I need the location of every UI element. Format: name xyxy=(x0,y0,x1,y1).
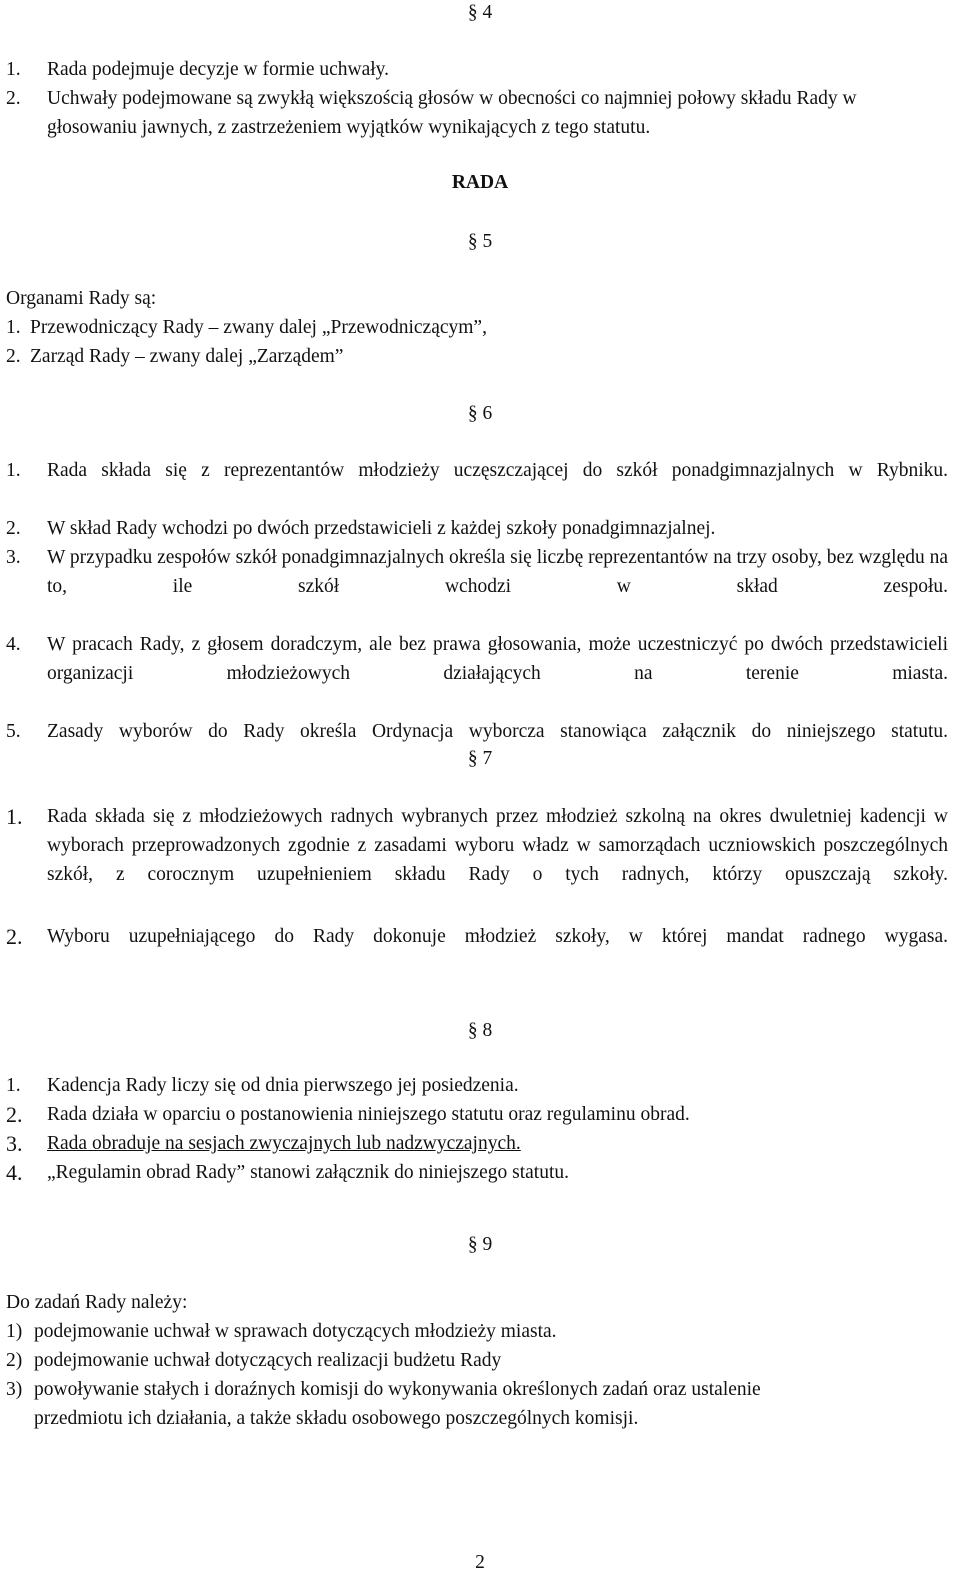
item-number: 2. xyxy=(6,346,21,367)
item-number: 1. xyxy=(6,59,21,80)
item-number: 4. xyxy=(6,1160,23,1185)
list-item xyxy=(6,55,948,84)
section-8 xyxy=(6,1071,948,1187)
list-item xyxy=(6,456,948,514)
section-mark-7: § 7 xyxy=(467,748,493,769)
list-item xyxy=(6,1317,948,1346)
list-item xyxy=(6,630,948,717)
item-text: W przypadku zespołów szkół ponadgimnazjalnych określa się liczbę reprezentantów na trzy osoby, bez względu na to, ile szkół wchodzi w skład zespołu. xyxy=(47,547,949,597)
item-text: Uchwały podejmowane są zwykłą większością głosów w obecności co najmniej połowy składu Rady w głosowaniu jawnych, z zastrzeżeniem wyjątków wynikających z tego statutu. xyxy=(47,88,857,138)
section-mark-8: § 8 xyxy=(467,1020,493,1041)
item-number: 2. xyxy=(6,1102,23,1127)
list-item xyxy=(6,543,948,630)
list-item xyxy=(6,313,948,342)
item-number: 2. xyxy=(6,88,21,109)
section-7 xyxy=(6,802,948,982)
item-text: Rada składa się z młodzieżowych radnych wybranych przez młodzież szkolną na okres dwuletniej kadencji w wyborach przeprowadzonych zgodnie z zasadami wyboru władz w samorządach uczniowskich poszczególnych szkół, z corocznym uzupełnieniem składu Rady o tych radnych, którzy opuszczają szkoły. xyxy=(47,806,948,885)
section-mark-4: § 4 xyxy=(467,2,493,23)
list-item xyxy=(6,922,948,982)
item-text: Rada składa się z reprezentantów młodzieży uczęszczającej do szkół ponadgimnazjalnych w Rybniku. xyxy=(47,460,948,481)
list-item xyxy=(6,1346,948,1375)
list-item xyxy=(6,1375,768,1433)
item-number: 1. xyxy=(6,317,21,338)
section-4 xyxy=(6,55,948,142)
list-item xyxy=(6,84,904,142)
list-item xyxy=(6,1071,948,1100)
section-6 xyxy=(6,456,948,775)
item-text: podejmowanie uchwał dotyczących realizacji budżetu Rady xyxy=(34,1350,502,1371)
section-mark-9: § 9 xyxy=(467,1234,493,1255)
section-mark-6: § 6 xyxy=(467,403,493,424)
item-text: Wyboru uzupełniającego do Rady dokonuje młodzież szkoły, w której mandat radnego wygasa. xyxy=(47,926,948,947)
item-text: „Regulamin obrad Rady” stanowi załącznik do niniejszego statutu. xyxy=(47,1162,570,1183)
section-9 xyxy=(6,1288,948,1433)
chapter-heading: RADA xyxy=(451,172,509,193)
list-item xyxy=(6,1129,948,1158)
section-mark-5: § 5 xyxy=(467,231,493,252)
item-text: Rada podejmuje decyzje w formie uchwały. xyxy=(47,59,390,80)
item-text: Przewodniczący Rady – zwany dalej „Przewodniczącym”, xyxy=(30,317,487,338)
item-text: Zarząd Rady – zwany dalej „Zarządem” xyxy=(30,346,344,367)
list-item xyxy=(6,342,948,371)
item-number: 1) xyxy=(6,1321,23,1342)
item-text: Rada działa w oparciu o postanowienia niniejszego statutu oraz regulaminu obrad. xyxy=(47,1104,690,1125)
item-number: 1. xyxy=(6,460,21,481)
item-text: Kadencja Rady liczy się od dnia pierwszego jej posiedzenia. xyxy=(47,1075,519,1096)
item-number: 5. xyxy=(6,721,21,742)
item-number: 1. xyxy=(6,804,23,829)
list-item xyxy=(6,802,948,918)
section-5 xyxy=(6,284,948,371)
item-text: podejmowanie uchwał w sprawach dotyczących młodzieży miasta. xyxy=(34,1321,557,1342)
item-number: 3. xyxy=(6,1131,23,1156)
item-number: 3. xyxy=(6,547,21,568)
list-item xyxy=(6,1100,948,1129)
item-number: 1. xyxy=(6,1075,21,1096)
item-text: powoływanie stałych i doraźnych komisji do wykonywania określonych zadań oraz ustalenie przedmiotu ich działania, a także składu osobowego poszczególnych komisji. xyxy=(34,1379,761,1429)
item-number: 2) xyxy=(6,1350,23,1371)
item-text: Zasady wyborów do Rady określa Ordynacja wyborcza stanowiąca załącznik do niniejszego statutu. xyxy=(47,721,948,742)
item-number: 2. xyxy=(6,518,21,539)
item-number: 3) xyxy=(6,1379,23,1400)
item-text: W pracach Rady, z głosem doradczym, ale bez prawa głosowania, może uczestniczyć po dwóch przedstawicieli organizacji młodzieżowych działających na terenie miasta. xyxy=(47,634,948,684)
page-number: 2 xyxy=(475,1552,485,1573)
section-intro: Do zadań Rady należy: xyxy=(6,1292,188,1313)
item-number: 2. xyxy=(6,924,23,949)
list-item xyxy=(6,1158,948,1187)
item-text: W skład Rady wchodzi po dwóch przedstawicieli z każdej szkoły ponadgimnazjalnej. xyxy=(47,518,716,539)
item-text: Rada obraduje na sesjach zwyczajnych lub nadzwyczajnych. xyxy=(47,1133,521,1154)
item-number: 4. xyxy=(6,634,21,655)
section-intro: Organami Rady są: xyxy=(6,288,157,309)
list-item xyxy=(6,514,948,543)
